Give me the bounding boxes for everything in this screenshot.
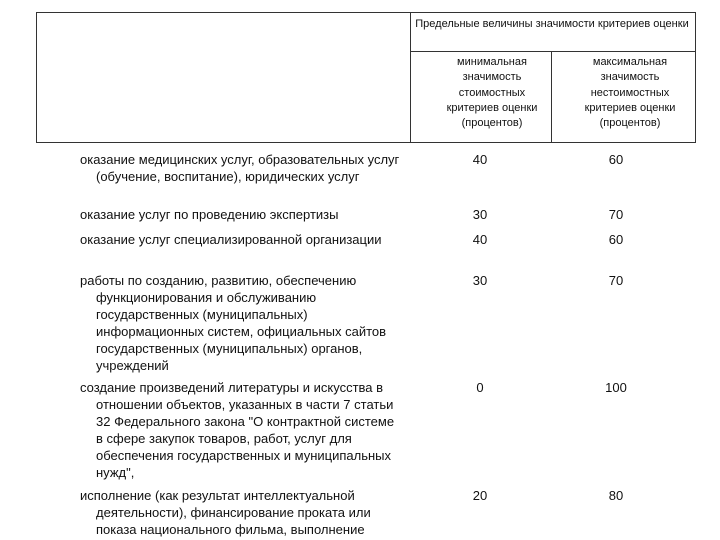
- row-max-value: 60: [608, 152, 624, 167]
- row-min-value: 40: [472, 152, 488, 167]
- row-label: исполнение (как результат интеллектуальной деятельности), финансирование проката или показа национального фильма, выполнение: [80, 488, 371, 537]
- row-max-value: 60: [608, 232, 624, 247]
- row-label: оказание услуг по проведению экспертизы: [80, 207, 339, 222]
- row-min-value: 0: [476, 380, 484, 395]
- row-label: создание произведений литературы и искусства в отношении объектов, указанных в части 7 статьи 32 Федерального закона "О контрактной системе в сфере закупок товаров, работ, услуг для обеспечения государственных и муниципальных нужд",: [80, 380, 395, 480]
- row-label: работы по созданию, развитию, обеспечению функционирования и обслуживанию государственных (муниципальных) информационных систем, официальных сайтов государственных (муниципальных) органов, учреждений: [80, 273, 387, 373]
- header-col-max: максимальная значимость нестоимостных критериев оценки (процентов): [584, 56, 676, 130]
- row-min-value: 30: [472, 273, 488, 288]
- header-col-min: минимальная значимость стоимостных критериев оценки (процентов): [446, 56, 538, 130]
- row-min-value: 40: [472, 232, 488, 247]
- row-min-value: 30: [472, 207, 488, 222]
- row-max-value: 70: [608, 207, 624, 222]
- subheader-divider-vertical: [551, 51, 552, 143]
- row-min-value: 20: [472, 488, 488, 503]
- row-label: оказание медицинских услуг, образовательных услуг (обучение, воспитание), юридических услуг: [80, 152, 400, 184]
- row-label: оказание услуг специализированной организации: [80, 232, 382, 247]
- row-max-value: 70: [608, 273, 624, 288]
- header-divider-horizontal: [410, 51, 696, 52]
- header-group-title: Предельные величины значимости критериев оценки: [415, 18, 689, 30]
- row-max-value: 80: [608, 488, 624, 503]
- row-max-value: 100: [605, 380, 627, 395]
- header-divider-vertical: [410, 12, 411, 143]
